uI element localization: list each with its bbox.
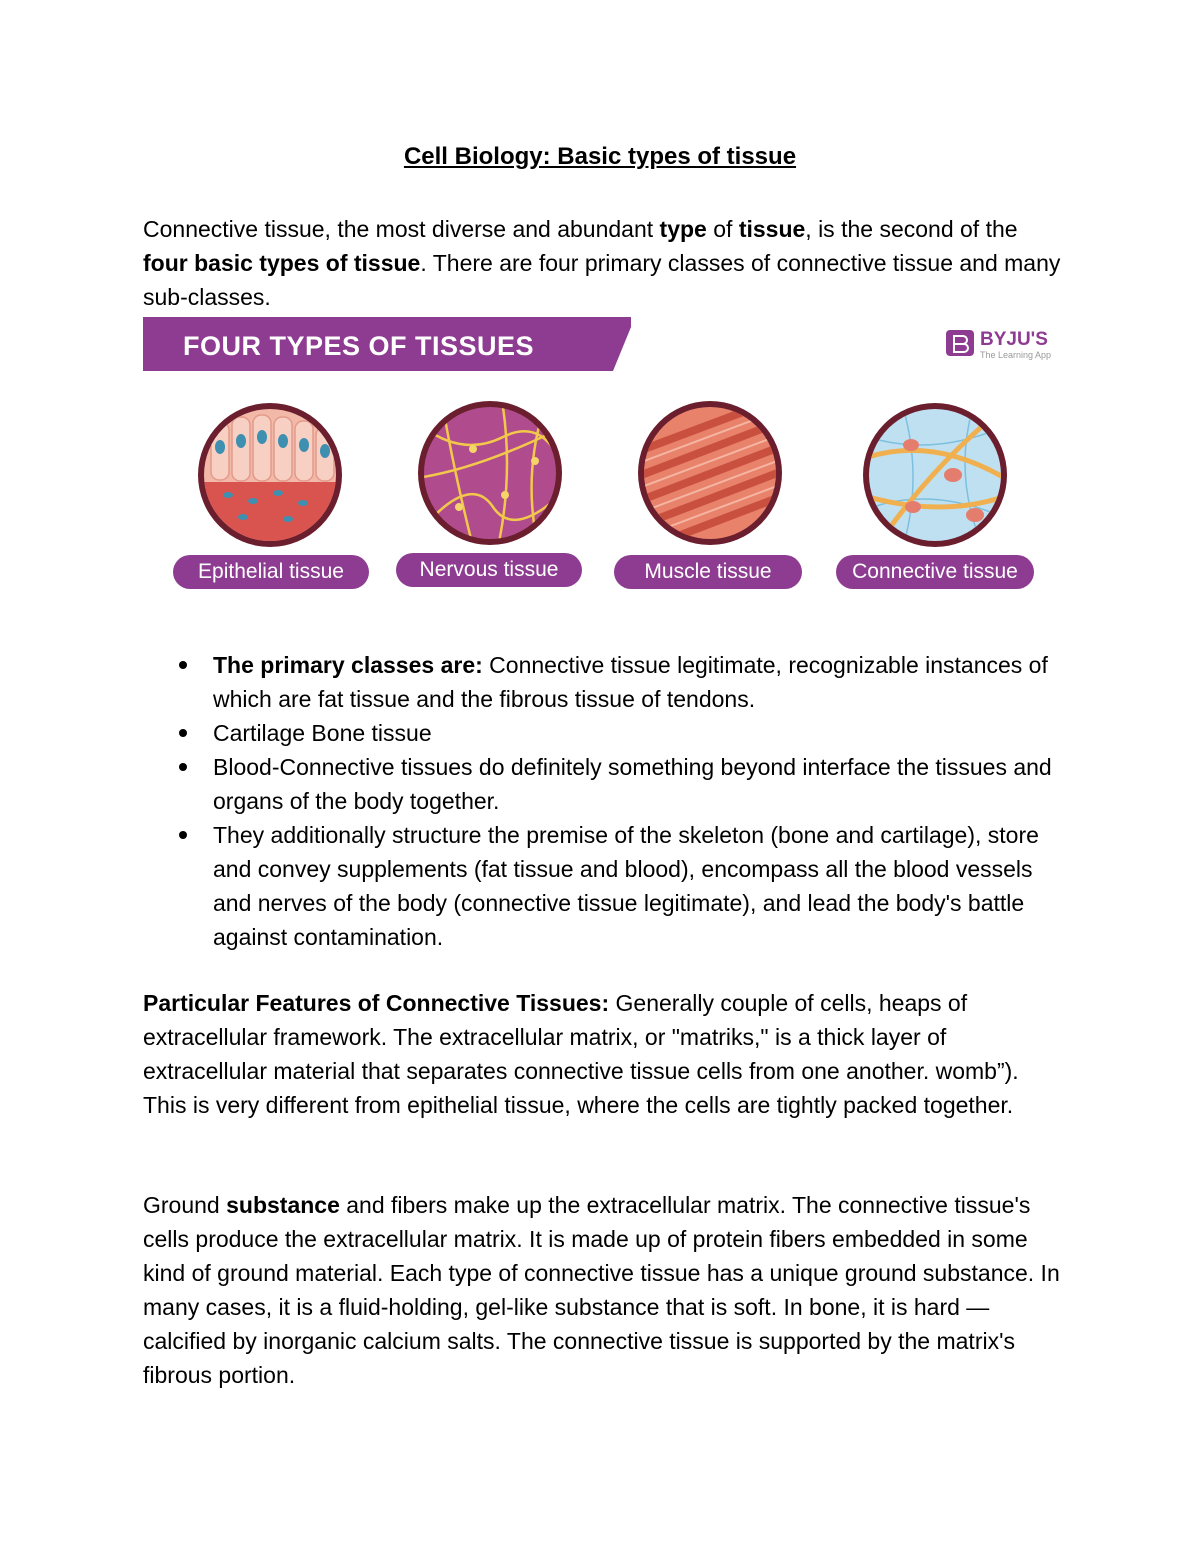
pill-nervous-tissue: Nervous tissue — [396, 553, 582, 587]
list-item: They additionally structure the premise of the skeleton (bone and cartilage), store and convey supplements (fat tissue and blood), encompass all the blood vessels and nerves of the body (connective tissue legitimate), and lead the body's battle against contamination. — [143, 818, 1063, 954]
ground-bold-substance: substance — [226, 1192, 340, 1218]
connective-tissue-illustration — [863, 402, 1013, 552]
four-tissues-infographic — [143, 317, 1063, 597]
intro-text-1: Connective tissue, the most diverse and abundant — [143, 216, 660, 242]
bullet-1-label: The primary classes are: — [213, 652, 483, 678]
muscle-tissue-illustration — [623, 397, 793, 557]
ground-text-2: and fibers make up the extracellular matrix. The connective tissue's cells produce the extracellular matrix. It is made up of protein fibers embedded in some kind of ground material. Each type of connective tissue has a unique ground substance. In many cases, it is a fluid-holding, gel-like substance that is soft. In bone, it is hard — calcified by inorganic calcium salts. The connective tissue is supported by the matrix's fibrous portion. — [143, 1192, 1060, 1388]
intro-bold-four-types: four basic types of tissue — [143, 250, 421, 276]
features-text: Generally couple of cells, heaps of extracellular framework. The extracellular matrix, or "matriks," is a thick layer of extracellular material that separates connective tissue cells from one another. womb”). This is very different from epithelial tissue, where the cells are tightly packed together. — [143, 990, 1019, 1118]
features-label: Particular Features of Connective Tissues: — [143, 990, 610, 1016]
intro-paragraph — [143, 212, 1063, 314]
brand-name: BYJU'S — [980, 329, 1048, 350]
primary-classes-list — [143, 648, 1063, 954]
list-item — [143, 648, 1063, 716]
list-item: Cartilage Bone tissue — [143, 716, 1063, 750]
list-item: Blood-Connective tissues do definitely something beyond interface the tissues and organs of the body together. — [143, 750, 1063, 818]
byjus-logo-icon — [946, 330, 974, 356]
intro-bold-tissue: tissue — [738, 216, 806, 242]
pill-epithelial-tissue: Epithelial tissue — [173, 555, 369, 589]
epithelial-tissue-illustration — [198, 402, 348, 552]
ground-text-1: Ground — [143, 1192, 227, 1218]
brand-tagline: The Learning App — [980, 350, 1052, 360]
intro-bold-type: type — [659, 216, 707, 242]
nervous-tissue-illustration — [418, 401, 568, 552]
features-paragraph — [143, 986, 1063, 1122]
banner-title: FOUR TYPES OF TISSUES — [183, 331, 535, 361]
intro-text-3: , is the second of the — [805, 216, 1018, 242]
bullet-1-text: Connective tissue legitimate, recognizable instances of which are fat tissue and the fibrous tissue of tendons. — [213, 652, 1048, 712]
ground-substance-paragraph — [143, 1188, 1063, 1392]
tissue-illustrations — [143, 397, 1063, 557]
pill-connective-tissue: Connective tissue — [836, 555, 1034, 589]
page-title: Cell Biology: Basic types of tissue — [403, 143, 797, 170]
byjus-logo — [946, 329, 1052, 361]
intro-text-4: . There are four primary classes of connective tissue and many sub-classes. — [143, 250, 1061, 310]
pill-muscle-tissue: Muscle tissue — [614, 555, 802, 589]
intro-text-2: of — [706, 216, 739, 242]
